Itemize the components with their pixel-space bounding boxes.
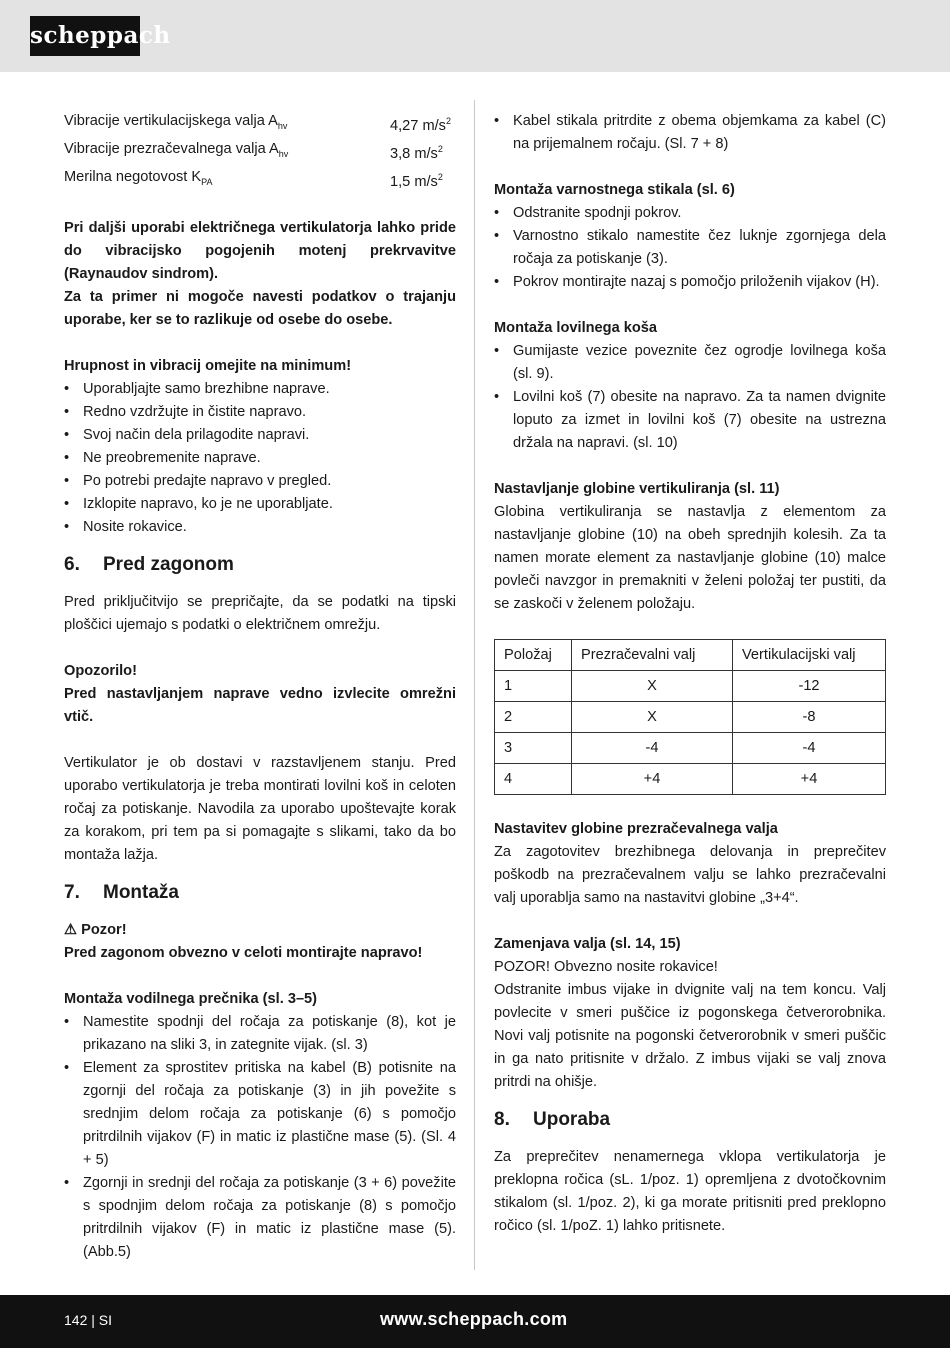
- guide-title: Montaža vodilnega prečnika (sl. 3–5): [64, 990, 318, 1007]
- vibration-unit-exponent: 2: [445, 116, 451, 126]
- list-item: • Pokrov montirajte nazaj s pomočjo priloženih vijakov (H).: [494, 271, 886, 294]
- table-header: Položaj: [495, 640, 572, 671]
- list-item: • Varnostno stikalo namestite čez luknje zgornjega dela ročaja za potiskanje (3).: [494, 225, 886, 271]
- vibration-warning-1: Pri daljši uporabi električnega vertikulatorja lahko pride do vibracijsko pogojenih motenj prekrvavitve (Raynaudov sindrom).: [64, 219, 456, 282]
- table-cell: -4: [572, 733, 733, 764]
- table-row: [495, 733, 886, 764]
- section-6-heading: [64, 551, 456, 579]
- list-item: • Svoj način dela prilagodite napravi.: [64, 424, 456, 447]
- aerator-title: Nastavitev globine prezračevalnega valja: [494, 821, 778, 837]
- warning-text: Pred nastavljanjem naprave vedno izvlecite omrežni vtič.: [64, 685, 456, 725]
- noise-list: [64, 378, 456, 539]
- page-number: 142 | SI: [64, 1312, 113, 1328]
- vibration-values: [64, 110, 456, 194]
- table-cell: 4: [495, 764, 572, 795]
- vibration-unit-exponent: 2: [437, 143, 443, 154]
- section-8-text: Za preprečitev nenamernega vklopa vertikulatorja je preklopna ročica (sL. 1/poz. 1) opremljena z dvotočkovnim stikalom (sl. 1/poz. 2), ki ga morate pritisniti pred preklopno ročico (sl. 1/poZ. 1) lahko pritisnete.: [494, 1149, 886, 1234]
- table-row: [495, 764, 886, 795]
- page-header: [0, 0, 950, 72]
- table-cell: 1: [495, 671, 572, 702]
- page-number-value: 142: [64, 1312, 88, 1328]
- roller-caution: POZOR! Obvezno nosite rokavice!: [494, 959, 718, 975]
- depth-title: Nastavljanje globine vertikuliranja (sl. 11): [494, 481, 780, 497]
- list-item: • Element za sprostitev pritiska na kabel (B) potisnite na zgornji del ročaja za potiskanje (3) in jih povežite s srednjim delom ročaja za potiskanje (6) s pomočjo pritrdilnih vijakov (F) in matic iz plastične mase (5). (Sl. 4 + 5): [64, 1057, 456, 1172]
- vibration-row: [64, 110, 456, 138]
- table-cell: 3: [495, 733, 572, 764]
- table-cell: +4: [572, 764, 733, 795]
- list-item: • Namestite spodnji del ročaja za potiskanje (8), kot je prikazano na sliki 3, in zategnite vijak. (sl. 3): [64, 1011, 456, 1057]
- vibration-value: 3,8 m/s: [390, 145, 438, 162]
- right-column: [494, 110, 886, 1238]
- vibration-value: 4,27 m/s: [390, 117, 446, 134]
- section-number: 7.: [64, 881, 80, 903]
- section-6-text: Pred priključitvijo se prepričajte, da se podatki na tipski ploščici ujemajo s podatki o električnem omrežju.: [64, 593, 456, 633]
- table-row: [495, 702, 886, 733]
- caution-text: Pred zagonom obvezno v celoti montirajte napravo!: [64, 944, 423, 961]
- page-footer: [0, 1295, 950, 1348]
- warning-triangle-icon: ⚠: [64, 921, 78, 938]
- table-cell: +4: [733, 764, 886, 795]
- table-cell: -8: [733, 702, 886, 733]
- table-cell: X: [572, 702, 733, 733]
- switch-list: [494, 202, 886, 294]
- section-number: 8.: [494, 1109, 510, 1130]
- guide-list: [64, 1011, 456, 1264]
- table-cell: 2: [495, 702, 572, 733]
- aerator-text: Za zagotovitev brezhibnega delovanja in preprečitev poškodb na prezračevalnem valju se lahko prezračevalni valj uporablja samo na nastavitvi globine „3+4“.: [494, 844, 886, 906]
- table-cell: -12: [733, 671, 886, 702]
- warning-title: Opozorilo!: [64, 662, 137, 679]
- switch-title: Montaža varnostnega stikala (sl. 6): [494, 182, 735, 198]
- list-item: • Po potrebi predajte napravo v pregled.: [64, 470, 456, 493]
- roller-title: Zamenjava valja (sl. 14, 15): [494, 936, 681, 952]
- depth-text: Globina vertikuliranja se nastavlja z elementom za nastavljanje globine (10) na obeh sprednjih kolesih. Za ta namen morate element za nastavljanje globine (10) malce povleči navzgor in premakniti v želeni položaj ter pustiti, da se zaskoči v želenem položaju.: [494, 504, 886, 612]
- vibration-label: Vibracije vertikulacijskega valja A: [64, 113, 278, 129]
- section-title: Montaža: [103, 881, 179, 903]
- left-column: [64, 110, 456, 1264]
- vibration-row: [64, 166, 456, 194]
- table-header-row: [495, 640, 886, 671]
- caution-title-line: [64, 919, 456, 942]
- column-divider: [474, 100, 475, 1270]
- list-item: • Zgornji in srednji del ročaja za potiskanje (3 + 6) povežite s spodnjim delom ročaja za potiskanje (8) s pomočjo pritrdilnih vijakov (F) in matic iz plastične mase (5). (Abb.5): [64, 1172, 456, 1264]
- section-title: Pred zagonom: [103, 553, 234, 575]
- list-item: • Nosite rokavice.: [64, 516, 456, 539]
- section-number: 6.: [64, 553, 80, 575]
- list-item: • Gumijaste vezice poveznite čez ogrodje lovilnega koša (sl. 9).: [494, 340, 886, 386]
- roller-text: Odstranite imbus vijake in dvignite valj na tem koncu. Valj povlecite v smeri puščice iz pogonskega četverorobnika. Novi valj potisnite na pogonski četverorobnik v smeri puščic in ga nato pritisnite v držalo. Z imbus vijaki se valj znova pritrdi na ohišje.: [494, 982, 886, 1090]
- vibration-warning-2: Za ta primer ni mogoče navesti podatkov o trajanju uporabe, ker se to razlikuje od osebe do osebe.: [64, 288, 456, 328]
- table-cell: X: [572, 671, 733, 702]
- depth-table: [494, 639, 886, 795]
- vibration-row: [64, 138, 456, 166]
- vibration-label: Merilna negotovost K: [64, 168, 202, 185]
- brand-logo: scheppach: [30, 16, 140, 56]
- vibration-subscript: hv: [277, 120, 288, 131]
- vibration-subscript: hv: [278, 148, 289, 159]
- vibration-subscript: PA: [201, 176, 213, 187]
- section-8-heading: [494, 1106, 886, 1134]
- table-row: [495, 671, 886, 702]
- basket-title: Montaža lovilnega koša: [494, 320, 658, 336]
- table-cell: -4: [733, 733, 886, 764]
- list-item: • Lovilni koš (7) obesite na napravo. Za ta namen dvignite loputo za izmet in lovilni koš (7) obesite na ustrezna držala na napravi. (sl. 10): [494, 386, 886, 455]
- cable-list: [494, 110, 886, 156]
- section-title: Uporaba: [533, 1109, 611, 1130]
- list-item: • Izklopite napravo, ko je ne uporabljate.: [64, 493, 456, 516]
- vibration-value: 1,5 m/s: [390, 173, 438, 190]
- table-header: Prezračevalni valj: [572, 640, 733, 671]
- vibration-label: Vibracije prezračevalnega valja A: [64, 140, 279, 157]
- section-7-heading: [64, 879, 456, 907]
- vibration-unit-exponent: 2: [437, 171, 443, 182]
- website-url: www.scheppach.com: [380, 1309, 568, 1329]
- caution-title: Pozor!: [81, 921, 127, 938]
- noise-title: Hrupnost in vibracij omejite na minimum!: [64, 357, 352, 374]
- list-item: • Redno vzdržujte in čistite napravo.: [64, 401, 456, 424]
- basket-list: [494, 340, 886, 455]
- list-item: • Kabel stikala pritrdite z obema objemkama za kabel (C) na prijemalnem ročaju. (Sl. 7 + 8): [494, 110, 886, 156]
- table-header: Vertikulacijski valj: [733, 640, 886, 671]
- list-item: • Odstranite spodnji pokrov.: [494, 202, 886, 225]
- list-item: • Ne preobremenite naprave.: [64, 447, 456, 470]
- list-item: • Uporabljajte samo brezhibne naprave.: [64, 378, 456, 401]
- language-code: SI: [98, 1312, 113, 1328]
- assembly-intro: Vertikulator je ob dostavi v razstavljenem stanju. Pred uporabo vertikulatorja je treba montirati lovilni koš in celoten ročaj za potiskanje. Navodila za uporabo upoštevajte korak za korakom, pri tem pa si pomagajte s slikami, tako da bo montaža lažja.: [64, 754, 456, 863]
